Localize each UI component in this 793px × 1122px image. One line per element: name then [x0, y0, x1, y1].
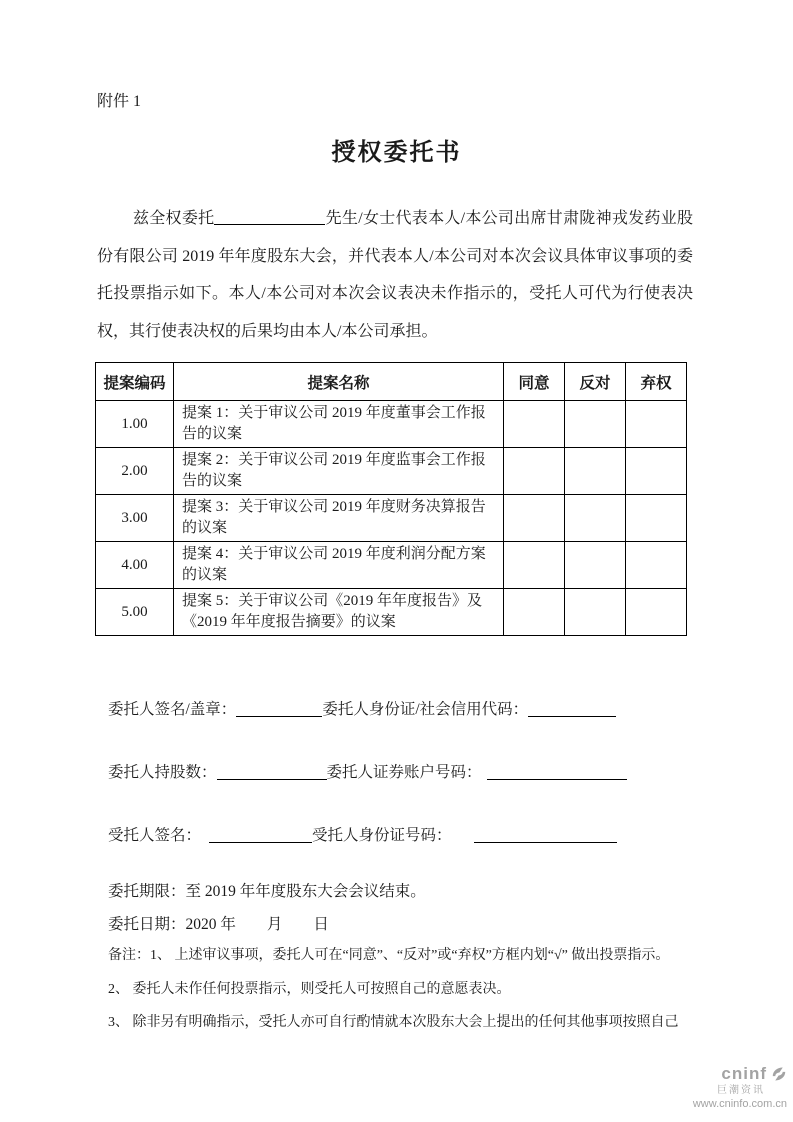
vote-cell-abstain [626, 495, 687, 542]
note-item: 3、 除非另有明确指示，受托人亦可自行酌情就本次股东大会上提出的任何其他事项按照自己 [108, 1015, 679, 1030]
note-item: 2、 委托人未作任何投票指示，则受托人可按照自己的意愿表决。 [108, 982, 511, 997]
proxy-id-label: 受托人身份证号码： [312, 827, 452, 844]
proposal-name: 提案 2：关于审议公司 2019 年度监事会工作报告的议案 [174, 448, 504, 495]
proposal-name: 提案 3：关于审议公司 2019 年度财务决算报告的议案 [174, 495, 504, 542]
vote-cell-agree [504, 542, 565, 589]
vote-cell-abstain [626, 448, 687, 495]
principal-shares-row [108, 760, 627, 782]
table-row [96, 448, 687, 495]
page-title: 授权委托书 [331, 140, 462, 166]
vote-cell-oppose [565, 495, 626, 542]
principal-shares-label: 委托人持股数： [108, 764, 217, 781]
table-row [96, 401, 687, 448]
vote-cell-oppose [565, 401, 626, 448]
principal-sign-label: 委托人签名/盖章： [108, 701, 237, 718]
proposal-name: 提案 1：关于审议公司 2019 年度董事会工作报告的议案 [174, 401, 504, 448]
vote-cell-agree [504, 589, 565, 636]
table-header-row [96, 363, 687, 401]
proxy-sign-label: 受托人签名： [108, 827, 202, 844]
proposal-name: 提案 4：关于审议公司 2019 年度利润分配方案的议案 [174, 542, 504, 589]
vote-cell-agree [504, 401, 565, 448]
proxy-id-blank [474, 829, 617, 843]
date-line: 委托日期：2020 年 月 日 [108, 916, 329, 933]
proxy-sign-blank [209, 829, 312, 843]
header-agree: 同意 [504, 363, 565, 401]
intro-body: 先生/女士代表本人/本公司出席甘肃陇神戎发药业股份有限公司 2019 年年度股东大会，并代表本人/本公司对本次会议具体审议事项的委托投票指示如下。本人/本公司对本次会议表决未作指示的，受托人可代为行使表决权，其行使表决权的后果均由本人/本公司承担。 [97, 210, 693, 340]
principal-account-label: 委托人证券账户号码： [326, 764, 482, 781]
principal-id-label: 委托人身份证/社会信用代码： [322, 701, 529, 718]
principal-sign-blank [236, 703, 322, 717]
table-row [96, 542, 687, 589]
proposal-code: 1.00 [96, 401, 174, 448]
intro-paragraph [97, 200, 693, 350]
proposal-name: 提案 5：关于审议公司《2019 年年度报告》及《2019 年年度报告摘要》的议案 [174, 589, 504, 636]
vote-cell-agree [504, 448, 565, 495]
table-row [96, 495, 687, 542]
cninfo-cn-name: 巨潮资讯 [717, 1085, 765, 1096]
vote-cell-abstain [626, 589, 687, 636]
term-line: 委托期限：至 2019 年年度股东大会会议结束。 [108, 883, 426, 900]
principal-id-blank [528, 703, 616, 717]
cninfo-watermark [639, 1064, 789, 1110]
proxy-signature-row [108, 823, 617, 845]
principal-shares-blank [217, 766, 327, 780]
proposal-code: 3.00 [96, 495, 174, 542]
vote-cell-abstain [626, 542, 687, 589]
proposal-code: 4.00 [96, 542, 174, 589]
principal-account-blank [487, 766, 627, 780]
vote-cell-oppose [565, 589, 626, 636]
cninfo-url: www.cninfo.com.cn [692, 1098, 787, 1110]
header-proposal-name: 提案名称 [174, 363, 504, 401]
proposal-code: 5.00 [96, 589, 174, 636]
cninfo-brand-text: cninf [721, 1063, 767, 1083]
vote-cell-agree [504, 495, 565, 542]
header-proposal-code: 提案编码 [96, 363, 174, 401]
vote-cell-oppose [565, 448, 626, 495]
proposals-table [95, 362, 687, 636]
vote-cell-abstain [626, 401, 687, 448]
cninfo-swirl-icon [769, 1064, 789, 1084]
proxy-name-blank [214, 211, 325, 225]
header-abstain: 弃权 [626, 363, 687, 401]
proposal-code: 2.00 [96, 448, 174, 495]
principal-signature-row [108, 697, 616, 719]
intro-lead: 兹全权委托 [133, 210, 215, 227]
table-row [96, 589, 687, 636]
vote-cell-oppose [565, 542, 626, 589]
attachment-label: 附件 1 [97, 93, 142, 110]
note-item: 备注：1、 上述审议事项，委托人可在“同意”、“反对”或“弃权”方框内划“√” 做出投票指示。 [108, 948, 670, 963]
header-oppose: 反对 [565, 363, 626, 401]
